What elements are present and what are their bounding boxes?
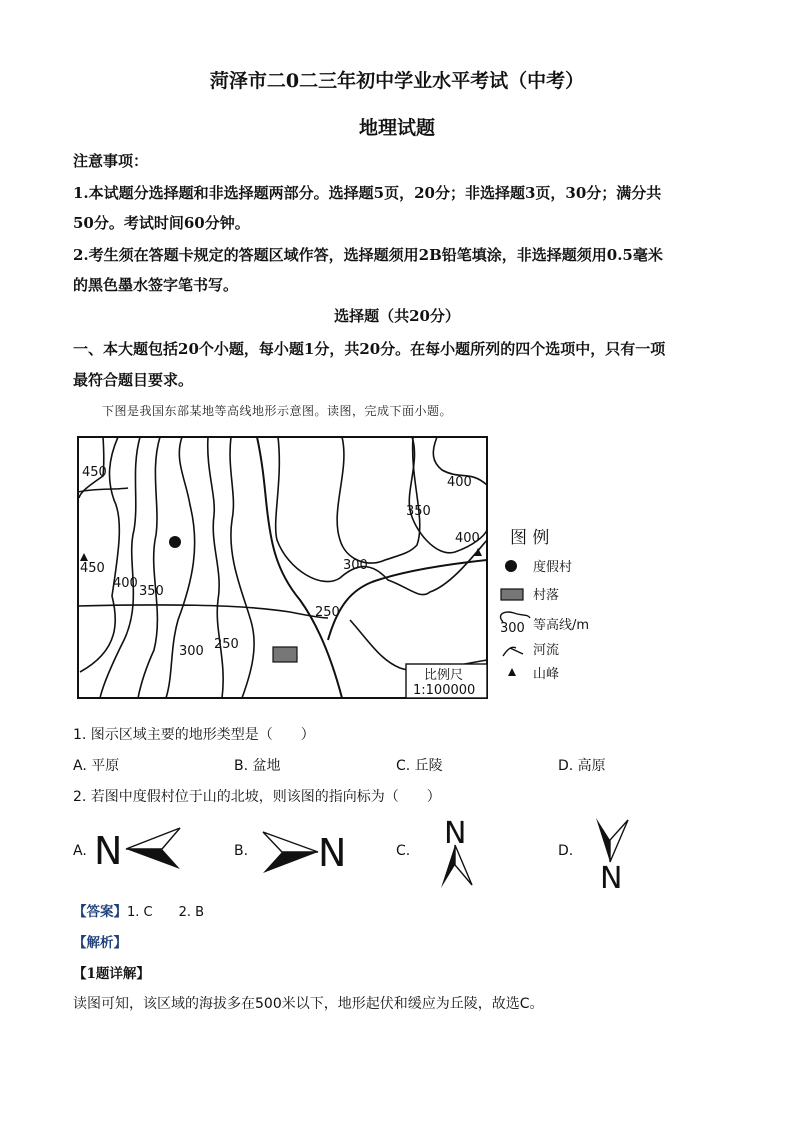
compass-b-n-letter: N (318, 831, 347, 875)
section-instruction-line2: 最符合题目要求。 (73, 371, 194, 389)
analysis-q1-text: 读图可知，该区域的海拔多在500米以下，地形起伏和缓应为丘陵，故选C。 (73, 996, 544, 1012)
question-2-option-c-letter: C. (396, 843, 411, 859)
contour-label-350-left: 350 (139, 584, 164, 599)
question-1-option-b: B. 盆地 (234, 758, 281, 774)
compass-d-arrow-fill-icon (596, 818, 610, 862)
question-2-stem: 2. 若图中度假村位于山的北坡，则该图的指向标为（ ） (73, 789, 441, 805)
compass-d-n-letter: N (600, 861, 623, 896)
compass-c-n-letter: N (444, 816, 467, 851)
legend-river-symbol (503, 647, 523, 656)
compass-a-arrow-icon (126, 828, 180, 849)
answer-line (73, 900, 204, 920)
contour-label-350-right: 350 (406, 504, 431, 519)
section-title: 选择题（共20分） (334, 307, 460, 325)
peak-marker-left (80, 553, 88, 561)
contour-label-250-mid: 250 (315, 605, 340, 620)
contour-label-450-left: 450 (80, 561, 105, 576)
notice-item1-line2: 50分。考试时间60分钟。 (73, 214, 250, 232)
compass-a-n-letter: N (94, 829, 123, 873)
question-1-option-a: A. 平原 (73, 758, 120, 774)
analysis-label: 【解析】 (73, 935, 127, 951)
contour-label-400-right: 400 (455, 531, 480, 546)
question-1-option-d: D. 高原 (558, 758, 606, 774)
notice-item1-line1: 1.本试题分选择题和非选择题两部分。选择题5页，20分；非选择题3页，30分；满分共 (73, 184, 662, 202)
legend-river-label: 河流 (533, 643, 560, 658)
compass-d (596, 818, 628, 896)
village-marker (273, 647, 297, 662)
resort-marker (169, 536, 181, 548)
compass-b (263, 831, 346, 875)
exam-subtitle: 地理试题 (358, 117, 435, 139)
contour-label-250-bottom: 250 (214, 637, 239, 652)
question-1-stem: 1. 图示区域主要的地形类型是（ ） (73, 727, 315, 743)
question-1-option-c: C. 丘陵 (396, 758, 443, 774)
legend-title: 图 例 (510, 528, 550, 548)
contour-label-300-bottom: 300 (179, 644, 204, 659)
answer-text: 1. C 2. B (127, 905, 205, 920)
contour-label-400-top: 400 (447, 475, 472, 490)
legend-village-symbol (501, 589, 523, 600)
compass-b-arrow-fill-icon (263, 852, 318, 873)
compass-c-arrow-fill-icon (441, 845, 455, 888)
answer-label: 【答案】 (73, 904, 127, 920)
scale-label: 比例尺 (424, 668, 464, 683)
scale-value: 1:100000 (413, 683, 476, 698)
question-2-option-a-letter: A. (73, 843, 87, 859)
legend-peak-symbol (508, 668, 516, 676)
contour-label-300-mid: 300 (343, 558, 368, 573)
notice-heading: 注意事项： (73, 152, 149, 170)
compass-b-arrow-icon (263, 832, 318, 852)
contour-labels (80, 465, 480, 659)
notice-item2-line1: 2.考生须在答题卡规定的答题区域作答，选择题须用2B铅笔填涂，非选择题须用0.5毫米 (73, 246, 663, 264)
compass-a (94, 828, 180, 873)
section-instruction-line1: 一、本大题包括20个小题，每小题1分，共20分。在每小题所列的四个选项中，只有一项 (73, 340, 666, 358)
compass-c (441, 816, 472, 888)
legend-contour-label: 等高线/m (533, 618, 590, 633)
notice-item2-line2: 的黑色墨水签字笔书写。 (73, 276, 239, 294)
peak-marker-right (474, 548, 482, 556)
legend-resort-label: 度假村 (533, 560, 573, 575)
analysis-q1-label: 【1题详解】 (73, 966, 150, 982)
legend-contour-sample: 300 (500, 621, 525, 636)
question-2-option-d-letter: D. (558, 843, 574, 859)
main-river (257, 437, 342, 698)
exam-title: 菏泽市二0二三年初中学业水平考试（中考） (209, 70, 585, 92)
legend-peak-label: 山峰 (533, 667, 560, 682)
compass-a-arrow-fill-icon (126, 849, 180, 869)
contour-label-450-top: 450 (82, 465, 107, 480)
compass-d-arrow-icon (610, 820, 628, 862)
legend-resort-symbol (505, 560, 517, 572)
compass-options (0, 810, 794, 900)
map-caption: 下图是我国东部某地等高线地形示意图。读图，完成下面小题。 (102, 404, 453, 418)
legend-village-label: 村落 (533, 588, 560, 603)
compass-c-arrow-icon (455, 845, 472, 885)
contour-label-400-left: 400 (113, 576, 138, 591)
question-2-option-b-letter: B. (234, 843, 249, 859)
